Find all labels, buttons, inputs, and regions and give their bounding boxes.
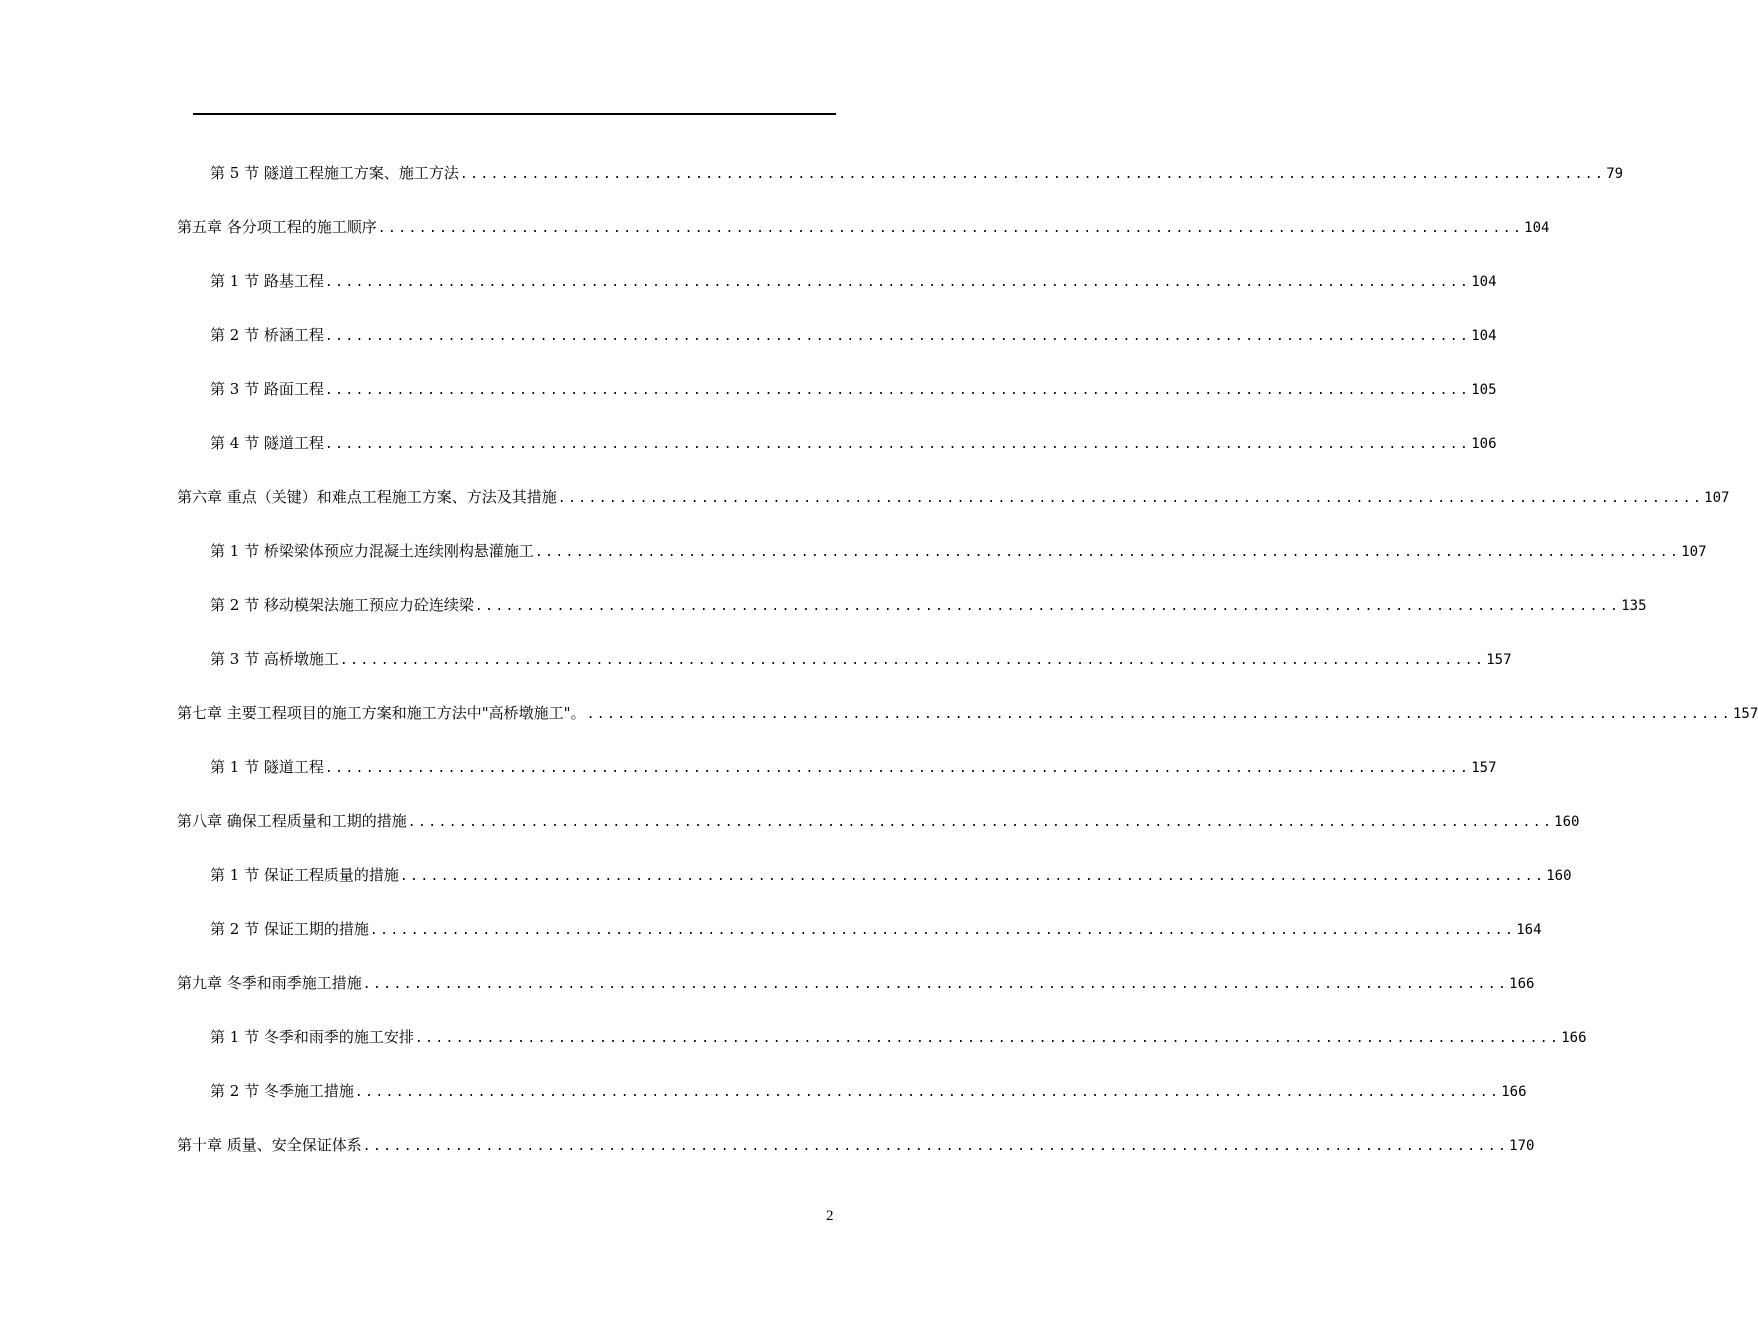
toc-entry-page: 164	[1516, 922, 1542, 938]
toc-entry-page: 157	[1732, 706, 1758, 722]
toc-entry[interactable]	[177, 485, 1730, 509]
toc-entry-page: 166	[1509, 976, 1535, 992]
toc-dot-leader: ................................................................................................................	[354, 1085, 1501, 1100]
toc-entry-label: 第 2 节 桥涵工程	[210, 326, 324, 344]
toc-entry-label: 第八章 确保工程质量和工期的措施	[177, 812, 407, 830]
toc-dot-leader: ................................................................................................................	[399, 869, 1546, 884]
toc-entry[interactable]	[210, 377, 1497, 401]
toc-entry-page: 104	[1524, 220, 1550, 236]
toc-entry[interactable]	[210, 161, 1624, 185]
toc-entry[interactable]	[210, 431, 1497, 455]
toc-entry-page: 104	[1471, 274, 1497, 290]
toc-dot-leader: ................................................................................................................	[377, 221, 1524, 236]
toc-entry-page: 166	[1561, 1030, 1587, 1046]
toc-entry-label: 第七章 主要工程项目的施工方案和施工方法中"高桥墩施工"。	[177, 704, 586, 722]
toc-entry[interactable]	[210, 269, 1497, 293]
toc-entry-page: 104	[1471, 328, 1497, 344]
toc-entry-label: 第 1 节 路基工程	[210, 272, 324, 290]
toc-dot-leader: ................................................................................................................	[324, 761, 1471, 776]
toc-entry[interactable]	[210, 539, 1707, 563]
toc-entry[interactable]	[210, 647, 1512, 671]
toc-entry-page: 107	[1681, 544, 1707, 560]
toc-entry-label: 第 1 节 保证工程质量的措施	[210, 866, 399, 884]
toc-entry-label: 第十章 质量、安全保证体系	[177, 1136, 362, 1154]
toc-entry-label: 第 2 节 移动模架法施工预应力砼连续梁	[210, 596, 474, 614]
toc-dot-leader: ................................................................................................................	[414, 1031, 1561, 1046]
toc-entry-page: 166	[1501, 1084, 1527, 1100]
toc-dot-leader: ................................................................................................................	[534, 545, 1681, 560]
toc-entry-label: 第 2 节 冬季施工措施	[210, 1082, 354, 1100]
toc-entry-label: 第 1 节 冬季和雨季的施工安排	[210, 1028, 414, 1046]
toc-entry[interactable]	[210, 755, 1497, 779]
toc-entry[interactable]	[210, 917, 1542, 941]
toc-entry[interactable]	[210, 323, 1497, 347]
toc-dot-leader: ................................................................................................................	[324, 329, 1471, 344]
toc-dot-leader: ................................................................................................................	[407, 815, 1554, 830]
toc-entry[interactable]	[177, 809, 1580, 833]
toc-entry[interactable]	[177, 1133, 1535, 1157]
toc-entry-label: 第 3 节 高桥墩施工	[210, 650, 339, 668]
toc-entry-page: 106	[1471, 436, 1497, 452]
toc-entry-page: 170	[1509, 1138, 1535, 1154]
toc-entry[interactable]	[177, 701, 1758, 725]
toc-entry-label: 第 3 节 路面工程	[210, 380, 324, 398]
toc-dot-leader: ................................................................................................................	[324, 275, 1471, 290]
toc-dot-leader: ................................................................................................................	[369, 923, 1516, 938]
toc-entry-page: 135	[1621, 598, 1647, 614]
toc-entry[interactable]	[210, 593, 1647, 617]
toc-entry-page: 160	[1546, 868, 1572, 884]
toc-dot-leader: ................................................................................................................	[586, 707, 1732, 722]
toc-entry-label: 第 1 节 桥梁梁体预应力混凝土连续刚构悬灌施工	[210, 542, 534, 560]
toc-entry-label: 第九章 冬季和雨季施工措施	[177, 974, 362, 992]
toc-dot-leader: ................................................................................................................	[459, 167, 1606, 182]
toc-dot-leader: ................................................................................................................	[324, 437, 1471, 452]
toc-dot-leader: ................................................................................................................	[362, 1139, 1509, 1154]
toc-entry[interactable]	[177, 215, 1550, 239]
toc-dot-leader: ................................................................................................................	[324, 383, 1471, 398]
page-number: 2	[826, 1208, 834, 1224]
toc-entry[interactable]	[210, 863, 1572, 887]
toc-entry[interactable]	[210, 1025, 1587, 1049]
toc-entry-page: 107	[1704, 490, 1730, 506]
toc-entry-label: 第 1 节 隧道工程	[210, 758, 324, 776]
toc-entry-page: 160	[1554, 814, 1580, 830]
toc-entry-page: 79	[1606, 166, 1624, 182]
toc-entry-label: 第 2 节 保证工期的措施	[210, 920, 369, 938]
toc-entry-label: 第五章 各分项工程的施工顺序	[177, 218, 377, 236]
toc-dot-leader: ................................................................................................................	[557, 491, 1704, 506]
toc-dot-leader: ................................................................................................................	[339, 653, 1486, 668]
toc-entry-label: 第 4 节 隧道工程	[210, 434, 324, 452]
toc-dot-leader: ................................................................................................................	[362, 977, 1509, 992]
toc-entry-label: 第 5 节 隧道工程施工方案、施工方法	[210, 164, 459, 182]
toc-entry-page: 105	[1471, 382, 1497, 398]
toc-entry[interactable]	[177, 971, 1535, 995]
toc-entry-label: 第六章 重点（关键）和难点工程施工方案、方法及其措施	[177, 488, 557, 506]
toc-dot-leader: ................................................................................................................	[474, 599, 1621, 614]
toc-entry-page: 157	[1486, 652, 1512, 668]
toc-entry-page: 157	[1471, 760, 1497, 776]
toc-entry[interactable]	[210, 1079, 1527, 1103]
